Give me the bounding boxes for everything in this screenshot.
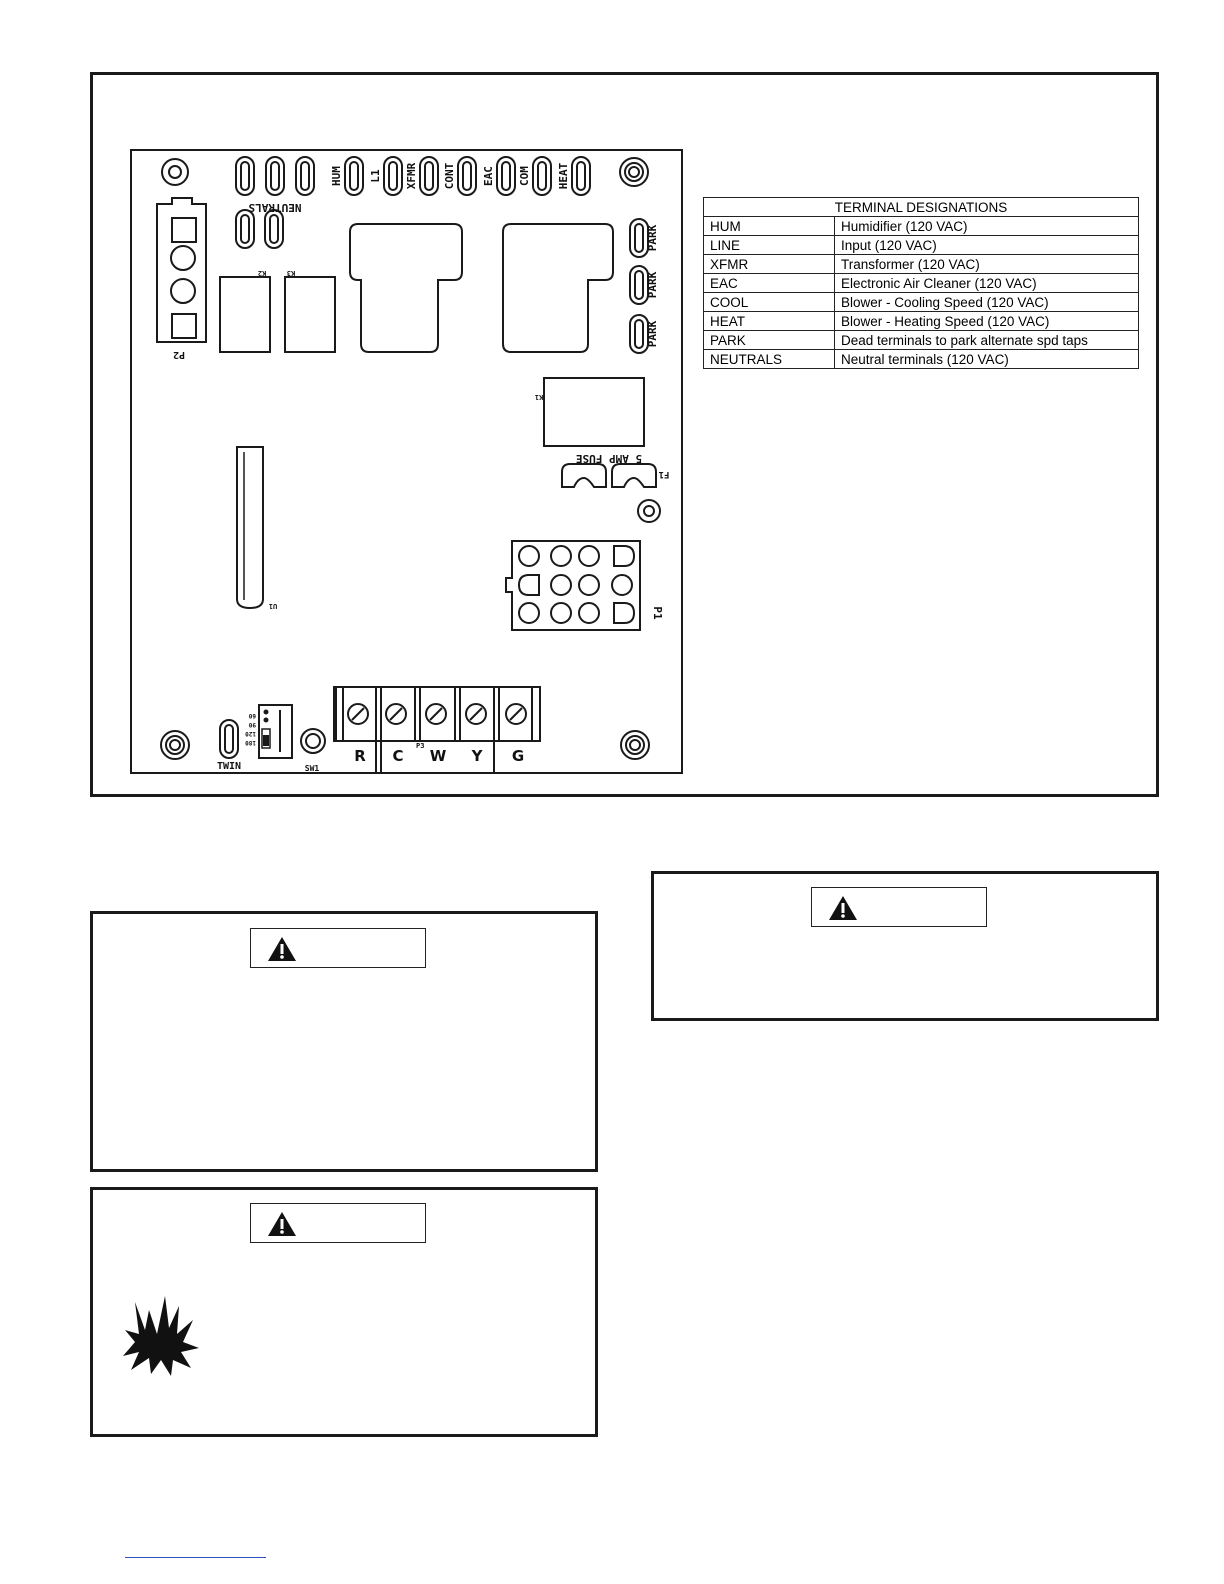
delay-option-120: 120 <box>245 730 256 737</box>
table-row <box>704 293 1139 312</box>
terminal-code: PARK <box>704 331 835 350</box>
terminal-label-cont: CONT <box>443 162 456 190</box>
k3-label: K3 <box>286 269 296 277</box>
terminal-description: Blower - Cooling Speed (120 VAC) <box>835 293 1139 312</box>
terminal-code: NEUTRALS <box>704 350 835 369</box>
table-row <box>704 331 1139 350</box>
table-row <box>704 350 1139 369</box>
p2-connector <box>157 198 206 342</box>
table-row <box>704 217 1139 236</box>
screw-terminal-y: Y <box>471 747 483 765</box>
delay-option-60: 60 <box>248 712 256 719</box>
neutral-terminals-second-row <box>236 210 283 248</box>
warning-box-right <box>651 871 1159 1021</box>
terminal-label-heat: HEAT <box>557 162 570 190</box>
footer-link-underline[interactable] <box>125 1557 266 1558</box>
mounting-hole-bottom-mid <box>301 729 325 753</box>
relay-k1 <box>544 378 644 446</box>
warning-triangle-icon <box>267 1211 297 1237</box>
p2-label: P2 <box>172 349 186 360</box>
terminal-code: HEAT <box>704 312 835 331</box>
screw-terminal-g: G <box>511 747 525 765</box>
screw-terminal-r: R <box>354 747 366 765</box>
terminal-description: Neutral terminals (120 VAC) <box>835 350 1139 369</box>
explosion-icon <box>121 1290 201 1380</box>
warning-box-left-bottom <box>90 1187 598 1437</box>
large-relay-right <box>503 224 613 352</box>
table-row <box>704 312 1139 331</box>
p3-label: P3 <box>416 742 425 750</box>
terminal-code: EAC <box>704 274 835 293</box>
sw1-delay-switch <box>259 705 292 758</box>
control-board-figure <box>90 72 1159 797</box>
mounting-hole-top-left <box>162 159 188 185</box>
twin-terminal <box>220 720 238 758</box>
neutrals-label: NEUTRALS <box>248 201 302 214</box>
large-relay-left <box>350 224 462 352</box>
terminal-description: Blower - Heating Speed (120 VAC) <box>835 312 1139 331</box>
neutral-terminals-top <box>236 157 314 195</box>
terminal-label-hum: HUM <box>330 166 343 186</box>
park-label-1: PARK <box>646 224 659 252</box>
warning-triangle-icon <box>828 895 858 921</box>
mounting-hole-bottom-left <box>161 731 189 759</box>
k1-label: K1 <box>534 393 544 401</box>
k2-label: K2 <box>257 269 267 277</box>
p1-label: P1 <box>651 606 664 620</box>
delay-option-90: 90 <box>248 721 256 728</box>
control-board-diagram <box>93 75 1156 794</box>
terminal-description: Humidifier (120 VAC) <box>835 217 1139 236</box>
twin-label: TWIN <box>216 761 242 772</box>
fuse-label: 5 AMP FUSE <box>575 452 643 465</box>
terminal-code: COOL <box>704 293 835 312</box>
mounting-hole-top-right <box>620 158 648 186</box>
terminal-label-l1: L1 <box>369 169 382 183</box>
relay-k3 <box>285 277 335 352</box>
u1-label: U1 <box>268 602 278 610</box>
u1-heatsink <box>237 447 263 608</box>
terminal-label-com: COM <box>518 166 531 186</box>
table-row <box>704 255 1139 274</box>
terminal-description: Electronic Air Cleaner (120 VAC) <box>835 274 1139 293</box>
terminal-description: Dead terminals to park alternate spd taps <box>835 331 1139 350</box>
screw-terminal-c: C <box>392 747 404 765</box>
relay-k2 <box>220 277 270 352</box>
warning-header <box>811 887 987 927</box>
fuse-holder <box>562 464 656 487</box>
sw1-label: SW1 <box>304 764 320 773</box>
p1-connector <box>506 541 640 630</box>
table-title: TERMINAL DESIGNATIONS <box>704 198 1139 217</box>
mounting-hole-mid-right <box>638 500 660 522</box>
mounting-hole-bottom-right <box>621 731 649 759</box>
warning-header <box>250 928 426 968</box>
table-row <box>704 274 1139 293</box>
table-row <box>704 236 1139 255</box>
terminal-designations-table <box>703 197 1139 369</box>
f1-label: F1 <box>658 469 670 479</box>
terminal-code: XFMR <box>704 255 835 274</box>
warning-header <box>250 1203 426 1243</box>
terminal-description: Transformer (120 VAC) <box>835 255 1139 274</box>
terminal-label-xfmr: XFMR <box>405 162 418 190</box>
screw-terminal-w: W <box>429 747 447 765</box>
warning-box-left-top <box>90 911 598 1172</box>
terminal-code: LINE <box>704 236 835 255</box>
terminal-code: HUM <box>704 217 835 236</box>
park-label-3: PARK <box>646 320 659 348</box>
warning-triangle-icon <box>267 936 297 962</box>
terminal-description: Input (120 VAC) <box>835 236 1139 255</box>
delay-option-180: 180 <box>245 739 256 746</box>
terminal-label-eac: EAC <box>482 166 495 186</box>
park-label-2: PARK <box>646 271 659 299</box>
